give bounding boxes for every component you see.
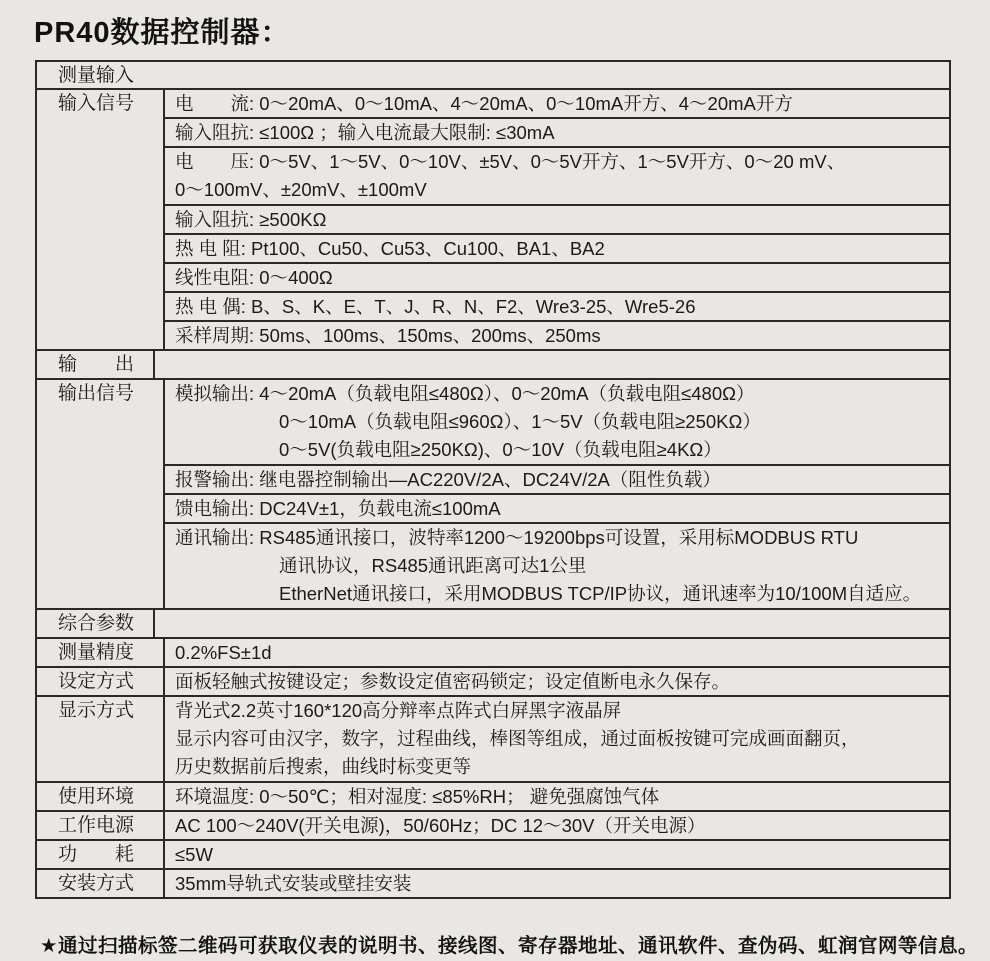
row-setting xyxy=(37,666,949,695)
input-signal-content xyxy=(165,90,949,349)
row-label-accuracy: 测量精度 xyxy=(37,639,165,666)
spec-environment: 环境温度: 0～50℃；相对湿度: ≤85%RH； 避免强腐蚀气体 xyxy=(175,786,660,807)
output-header-empty-cell xyxy=(155,351,949,376)
row-measure-input-header xyxy=(37,62,949,88)
output-signal-content xyxy=(165,380,949,608)
row-label-environment: 使用环境 xyxy=(37,783,165,810)
spec-thermocouple: 热 电 偶: B、S、K、E、T、J、R、N、F2、Wre3-25、Wre5-26 xyxy=(165,291,949,320)
row-general-header xyxy=(37,608,949,637)
section-label-output: 输 出 xyxy=(37,351,155,378)
spec-display-line2: 显示内容可由汉字，数字，过程曲线，棒图等组成，通过面板按键可完成画面翻页， xyxy=(175,728,860,749)
spec-setting: 面板轻触式按键设定；参数设定值密码锁定；设定值断电永久保存。 xyxy=(175,671,731,692)
spec-analog-line1: 模拟输出: 4～20mA（负载电阻≤480Ω）、0～20mA（负载电阻≤480Ω） xyxy=(175,383,755,404)
spec-feed-output: 馈电输出: DC24V±1，负载电流≤100mA xyxy=(165,493,949,522)
spec-comm-output xyxy=(165,522,949,608)
row-label-output-signal: 输出信号 xyxy=(37,380,165,608)
spec-power-consumption: ≤5W xyxy=(175,844,213,865)
row-label-installation: 安装方式 xyxy=(37,870,165,897)
spec-comm-line3: EtherNet通讯接口，采用MODBUS TCP/IP协议，通讯速率为10/100M自适应。 xyxy=(279,583,922,604)
row-label-display: 显示方式 xyxy=(37,697,165,781)
row-output-signal xyxy=(37,378,949,608)
spec-comm-line2: 通讯协议，RS485通讯距离可达1公里 xyxy=(279,555,587,576)
section-label-measure-input: 测量输入 xyxy=(58,65,135,86)
row-display xyxy=(37,695,949,781)
spec-voltage-line1: 电 压: 0～5V、1～5V、0～10V、±5V、0～5V开方、1～5V开方、0～20 mV、 xyxy=(175,151,846,172)
spec-alarm-output: 报警输出: 继电器控制输出—AC220V/2A、DC24V/2A（阻性负载） xyxy=(165,464,949,493)
qr-code-footnote: ★通过扫描标签二维码可获取仪表的说明书、接线图、寄存器地址、通讯软件、查伪码、虹润官网等信息。 xyxy=(40,935,978,957)
spec-rtd: 热 电 阻: Pt100、Cu50、Cu53、Cu100、BA1、BA2 xyxy=(165,233,949,262)
spec-installation: 35mm导轨式安装或壁挂安装 xyxy=(175,873,412,894)
spec-current-impedance: 输入阻抗: ≤100Ω ；输入电流最大限制: ≤30mA xyxy=(165,117,949,146)
row-power-consumption xyxy=(37,839,949,868)
row-installation xyxy=(37,868,949,897)
spec-linear-resistance: 线性电阻: 0～400Ω xyxy=(165,262,949,291)
spec-power-supply: AC 100～240V(开关电源)，50/60Hz；DC 12～30V（开关电源） xyxy=(175,815,706,836)
spec-sampling-period: 采样周期: 50ms、100ms、150ms、200ms、250ms xyxy=(165,320,949,349)
spec-current: 电 流: 0～20mA、0～10mA、4～20mA、0～10mA开方、4～20mA开方 xyxy=(175,93,793,114)
spec-display-line1: 背光式2.2英寸160*120高分辩率点阵式白屏黑字液晶屏 xyxy=(175,700,622,721)
spec-table xyxy=(35,60,951,899)
spec-accuracy: 0.2%FS±1d xyxy=(175,642,272,663)
row-label-power-supply: 工作电源 xyxy=(37,812,165,839)
row-accuracy xyxy=(37,637,949,666)
section-label-general: 综合参数 xyxy=(37,610,155,637)
row-power-supply xyxy=(37,810,949,839)
general-header-empty-cell xyxy=(155,610,949,635)
spec-comm-line1: 通讯输出: RS485通讯接口，波特率1200～19200bps可设置，采用标MODBUS RTU xyxy=(175,527,859,548)
spec-voltage xyxy=(165,146,949,204)
spec-analog-line2: 0～10mA（负载电阻≤960Ω）、1～5V（负载电阻≥250KΩ） xyxy=(279,411,761,432)
row-output-header xyxy=(37,349,949,378)
row-input-signal xyxy=(37,88,949,349)
spec-voltage-impedance: 输入阻抗: ≥500KΩ xyxy=(165,204,949,233)
spec-analog-line3: 0～5V(负载电阻≥250KΩ)、0～10V（负载电阻≥4KΩ） xyxy=(279,439,722,460)
row-label-input-signal: 输入信号 xyxy=(37,90,165,349)
page-title: PR40数据控制器： xyxy=(34,17,291,49)
spec-analog-output xyxy=(165,380,949,464)
spec-display xyxy=(165,697,949,781)
row-label-setting: 设定方式 xyxy=(37,668,165,695)
spec-voltage-line2: 0～100mV、±20mV、±100mV xyxy=(175,179,427,200)
spec-display-line3: 历史数据前后搜索，曲线时标变更等 xyxy=(175,756,472,777)
row-environment xyxy=(37,781,949,810)
row-label-power-consumption: 功 耗 xyxy=(37,841,165,868)
